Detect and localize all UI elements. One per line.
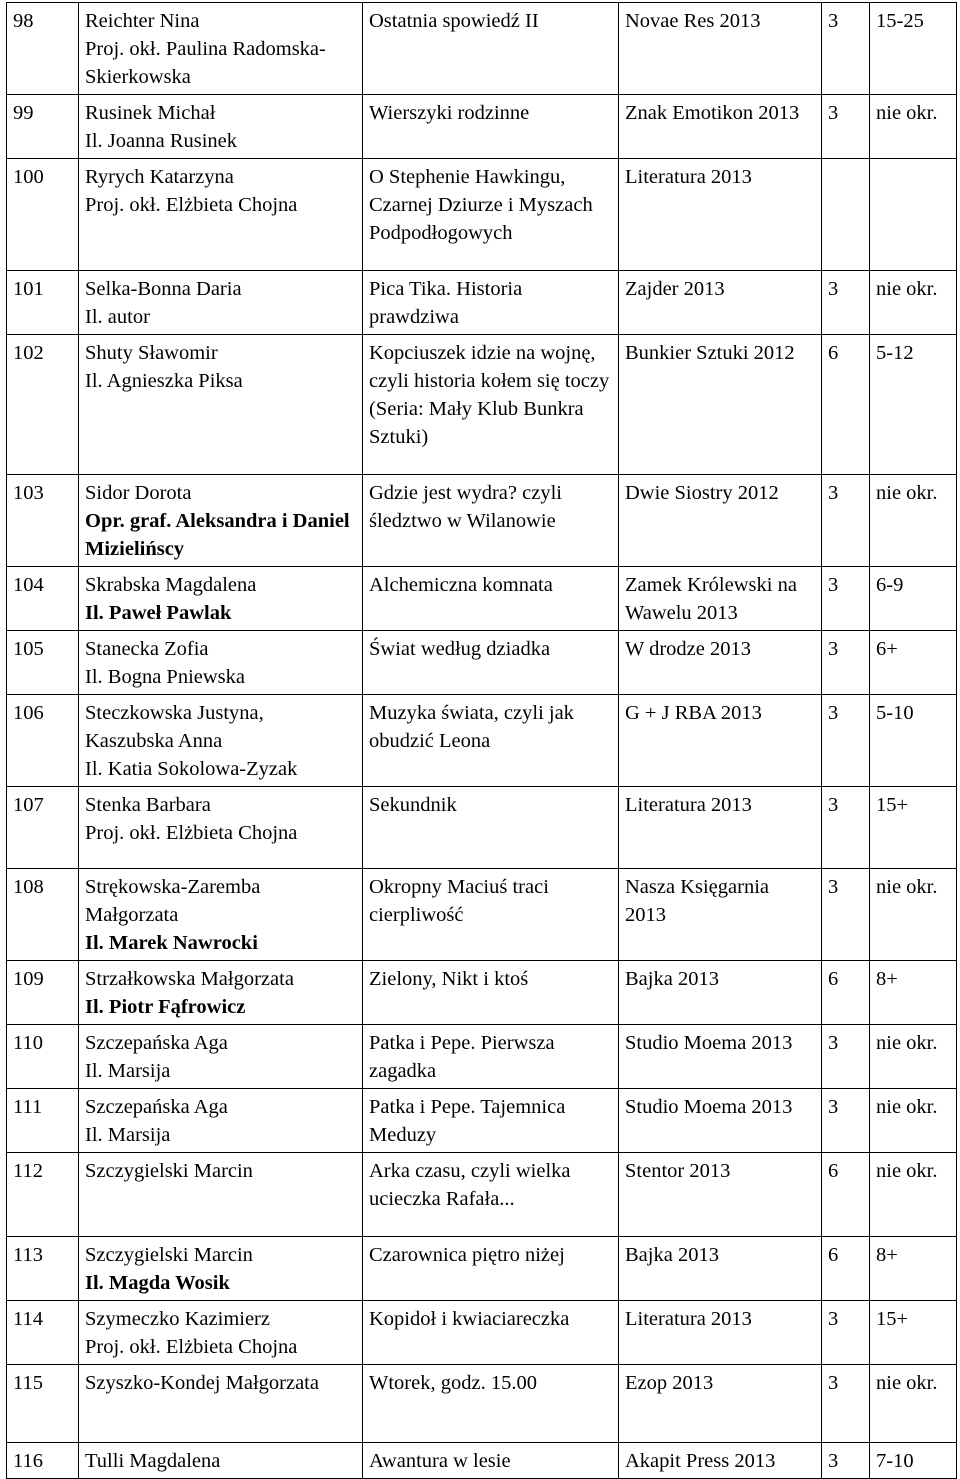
table-row (7, 631, 957, 695)
table-row (7, 1089, 957, 1153)
copy-count: 3 (822, 1365, 870, 1443)
copy-count: 3 (822, 1025, 870, 1089)
author-cell (79, 695, 363, 787)
author-name: Sidor Dorota (85, 482, 192, 504)
age-range: 8+ (870, 961, 957, 1025)
publisher-year: Literatura 2013 (619, 159, 822, 271)
author-name: Stenka Barbara (85, 794, 211, 816)
illustrator-credit: Proj. okł. Elżbieta Chojna (85, 1336, 298, 1358)
book-title: Wtorek, godz. 15.00 (363, 1365, 619, 1443)
illustrator-credit: Il. Joanna Rusinek (85, 130, 238, 152)
author-cell (79, 1153, 363, 1237)
author-cell (79, 159, 363, 271)
book-title: Czarownica piętro niżej (363, 1237, 619, 1301)
publisher-year: Bunkier Sztuki 2012 (619, 335, 822, 475)
copy-count: 3 (822, 1089, 870, 1153)
book-title: Ostatnia spowiedź II (363, 3, 619, 95)
publisher-year: Novae Res 2013 (619, 3, 822, 95)
copy-count (822, 159, 870, 271)
author-name: Rusinek Michał (85, 102, 216, 124)
age-range: nie okr. (870, 1153, 957, 1237)
books-table-body (7, 3, 957, 1479)
author-cell (79, 475, 363, 567)
row-number: 111 (7, 1089, 79, 1153)
table-row (7, 3, 957, 95)
illustrator-credit: Proj. okł. Elżbieta Chojna (85, 822, 298, 844)
row-number: 110 (7, 1025, 79, 1089)
age-range: 15-25 (870, 3, 957, 95)
illustrator-credit: Il. Bogna Pniewska (85, 666, 245, 688)
book-title: Muzyka świata, czyli jak obudzić Leona (363, 695, 619, 787)
author-cell (79, 1237, 363, 1301)
copy-count: 6 (822, 1153, 870, 1237)
book-title: Kopciuszek idzie na wojnę, czyli historia kołem się toczy (Seria: Mały Klub Bunkra Sztuki) (363, 335, 619, 475)
age-range: 6-9 (870, 567, 957, 631)
table-row (7, 475, 957, 567)
copy-count: 3 (822, 95, 870, 159)
copy-count: 3 (822, 1443, 870, 1479)
publisher-year: Studio Moema 2013 (619, 1025, 822, 1089)
row-number: 107 (7, 787, 79, 869)
age-range: nie okr. (870, 475, 957, 567)
table-row (7, 961, 957, 1025)
publisher-year: Zamek Królewski na Wawelu 2013 (619, 567, 822, 631)
author-cell (79, 271, 363, 335)
author-name: Ryrych Katarzyna (85, 166, 234, 188)
age-range: nie okr. (870, 1025, 957, 1089)
copy-count: 6 (822, 961, 870, 1025)
age-range: nie okr. (870, 1365, 957, 1443)
author-name: Steczkowska Justyna, Kaszubska Anna (85, 702, 264, 752)
copy-count: 3 (822, 631, 870, 695)
author-name: Stanecka Zofia (85, 638, 209, 660)
illustrator-credit: Opr. graf. Aleksandra i Daniel Mizielińscy (85, 510, 350, 560)
book-title: Patka i Pepe. Tajemnica Meduzy (363, 1089, 619, 1153)
row-number: 101 (7, 271, 79, 335)
illustrator-credit: Il. autor (85, 306, 150, 328)
books-table (6, 2, 957, 1479)
row-number: 114 (7, 1301, 79, 1365)
illustrator-credit: Il. Marek Nawrocki (85, 932, 258, 954)
author-name: Szymeczko Kazimierz (85, 1308, 270, 1330)
table-row (7, 271, 957, 335)
row-number: 98 (7, 3, 79, 95)
author-name: Shuty Sławomir (85, 342, 218, 364)
book-title: Kopidoł i kwiaciareczka (363, 1301, 619, 1365)
row-number: 109 (7, 961, 79, 1025)
age-range: 6+ (870, 631, 957, 695)
book-title: Wierszyki rodzinne (363, 95, 619, 159)
author-cell (79, 95, 363, 159)
publisher-year: Ezop 2013 (619, 1365, 822, 1443)
row-number: 105 (7, 631, 79, 695)
author-name: Szyszko-Kondej Małgorzata (85, 1372, 319, 1394)
author-cell (79, 3, 363, 95)
author-cell (79, 335, 363, 475)
author-cell (79, 961, 363, 1025)
author-cell (79, 1365, 363, 1443)
row-number: 99 (7, 95, 79, 159)
publisher-year: Zajder 2013 (619, 271, 822, 335)
author-name: Szczepańska Aga (85, 1096, 228, 1118)
age-range: 15+ (870, 1301, 957, 1365)
copy-count: 3 (822, 3, 870, 95)
author-name: Tulli Magdalena (85, 1450, 221, 1472)
age-range (870, 159, 957, 271)
book-title: Sekundnik (363, 787, 619, 869)
book-title: Świat według dziadka (363, 631, 619, 695)
illustrator-credit: Il. Marsija (85, 1060, 171, 1082)
age-range: 7-10 (870, 1443, 957, 1479)
row-number: 103 (7, 475, 79, 567)
table-row (7, 1365, 957, 1443)
table-row (7, 1443, 957, 1479)
copy-count: 3 (822, 1301, 870, 1365)
table-row (7, 1301, 957, 1365)
table-row (7, 335, 957, 475)
row-number: 106 (7, 695, 79, 787)
row-number: 108 (7, 869, 79, 961)
copy-count: 3 (822, 787, 870, 869)
table-row (7, 695, 957, 787)
author-cell (79, 1025, 363, 1089)
row-number: 115 (7, 1365, 79, 1443)
age-range: 5-10 (870, 695, 957, 787)
book-title: Zielony, Nikt i ktoś (363, 961, 619, 1025)
age-range: nie okr. (870, 1089, 957, 1153)
publisher-year: Znak Emotikon 2013 (619, 95, 822, 159)
author-name: Strzałkowska Małgorzata (85, 968, 294, 990)
publisher-year: Nasza Księgarnia 2013 (619, 869, 822, 961)
copy-count: 6 (822, 335, 870, 475)
table-row (7, 1025, 957, 1089)
table-row (7, 1153, 957, 1237)
book-title: Okropny Maciuś traci cierpliwość (363, 869, 619, 961)
publisher-year: G + J RBA 2013 (619, 695, 822, 787)
illustrator-credit: Il. Marsija (85, 1124, 171, 1146)
illustrator-credit: Il. Agnieszka Piksa (85, 370, 243, 392)
row-number: 102 (7, 335, 79, 475)
age-range: nie okr. (870, 271, 957, 335)
author-cell (79, 869, 363, 961)
author-name: Strękowska-Zaremba Małgorzata (85, 876, 261, 926)
author-cell (79, 1089, 363, 1153)
author-name: Szczygielski Marcin (85, 1160, 253, 1182)
author-name: Szczygielski Marcin (85, 1244, 253, 1266)
table-row (7, 787, 957, 869)
author-cell (79, 787, 363, 869)
author-name: Selka-Bonna Daria (85, 278, 242, 300)
author-cell (79, 567, 363, 631)
row-number: 100 (7, 159, 79, 271)
book-title: Patka i Pepe. Pierwsza zagadka (363, 1025, 619, 1089)
table-row (7, 95, 957, 159)
book-title: Pica Tika. Historia prawdziwa (363, 271, 619, 335)
publisher-year: Literatura 2013 (619, 1301, 822, 1365)
copy-count: 3 (822, 271, 870, 335)
author-name: Szczepańska Aga (85, 1032, 228, 1054)
illustrator-credit: Il. Paweł Pawlak (85, 602, 232, 624)
table-row (7, 869, 957, 961)
age-range: 15+ (870, 787, 957, 869)
publisher-year: Dwie Siostry 2012 (619, 475, 822, 567)
age-range: nie okr. (870, 869, 957, 961)
copy-count: 3 (822, 567, 870, 631)
table-row (7, 159, 957, 271)
row-number: 112 (7, 1153, 79, 1237)
publisher-year: Bajka 2013 (619, 1237, 822, 1301)
book-title: Arka czasu, czyli wielka ucieczka Rafała... (363, 1153, 619, 1237)
age-range: 8+ (870, 1237, 957, 1301)
author-name: Skrabska Magdalena (85, 574, 257, 596)
author-cell (79, 1301, 363, 1365)
copy-count: 3 (822, 869, 870, 961)
author-name: Reichter Nina (85, 10, 200, 32)
copy-count: 6 (822, 1237, 870, 1301)
book-title: Alchemiczna komnata (363, 567, 619, 631)
illustrator-credit: Proj. okł. Paulina Radomska-Skierkowska (85, 38, 326, 88)
illustrator-credit: Proj. okł. Elżbieta Chojna (85, 194, 298, 216)
publisher-year: W drodze 2013 (619, 631, 822, 695)
table-row (7, 1237, 957, 1301)
book-title: Awantura w lesie (363, 1443, 619, 1479)
publisher-year: Studio Moema 2013 (619, 1089, 822, 1153)
author-cell (79, 1443, 363, 1479)
publisher-year: Literatura 2013 (619, 787, 822, 869)
copy-count: 3 (822, 475, 870, 567)
copy-count: 3 (822, 695, 870, 787)
publisher-year: Stentor 2013 (619, 1153, 822, 1237)
illustrator-credit: Il. Katia Sokolowa-Zyzak (85, 758, 298, 780)
illustrator-credit: Il. Piotr Fąfrowicz (85, 996, 246, 1018)
book-title: O Stephenie Hawkingu, Czarnej Dziurze i Myszach Podpodłogowych (363, 159, 619, 271)
table-row (7, 567, 957, 631)
row-number: 104 (7, 567, 79, 631)
author-cell (79, 631, 363, 695)
publisher-year: Akapit Press 2013 (619, 1443, 822, 1479)
publisher-year: Bajka 2013 (619, 961, 822, 1025)
row-number: 116 (7, 1443, 79, 1479)
row-number: 113 (7, 1237, 79, 1301)
book-title: Gdzie jest wydra? czyli śledztwo w Wilanowie (363, 475, 619, 567)
illustrator-credit: Il. Magda Wosik (85, 1272, 230, 1294)
age-range: nie okr. (870, 95, 957, 159)
age-range: 5-12 (870, 335, 957, 475)
